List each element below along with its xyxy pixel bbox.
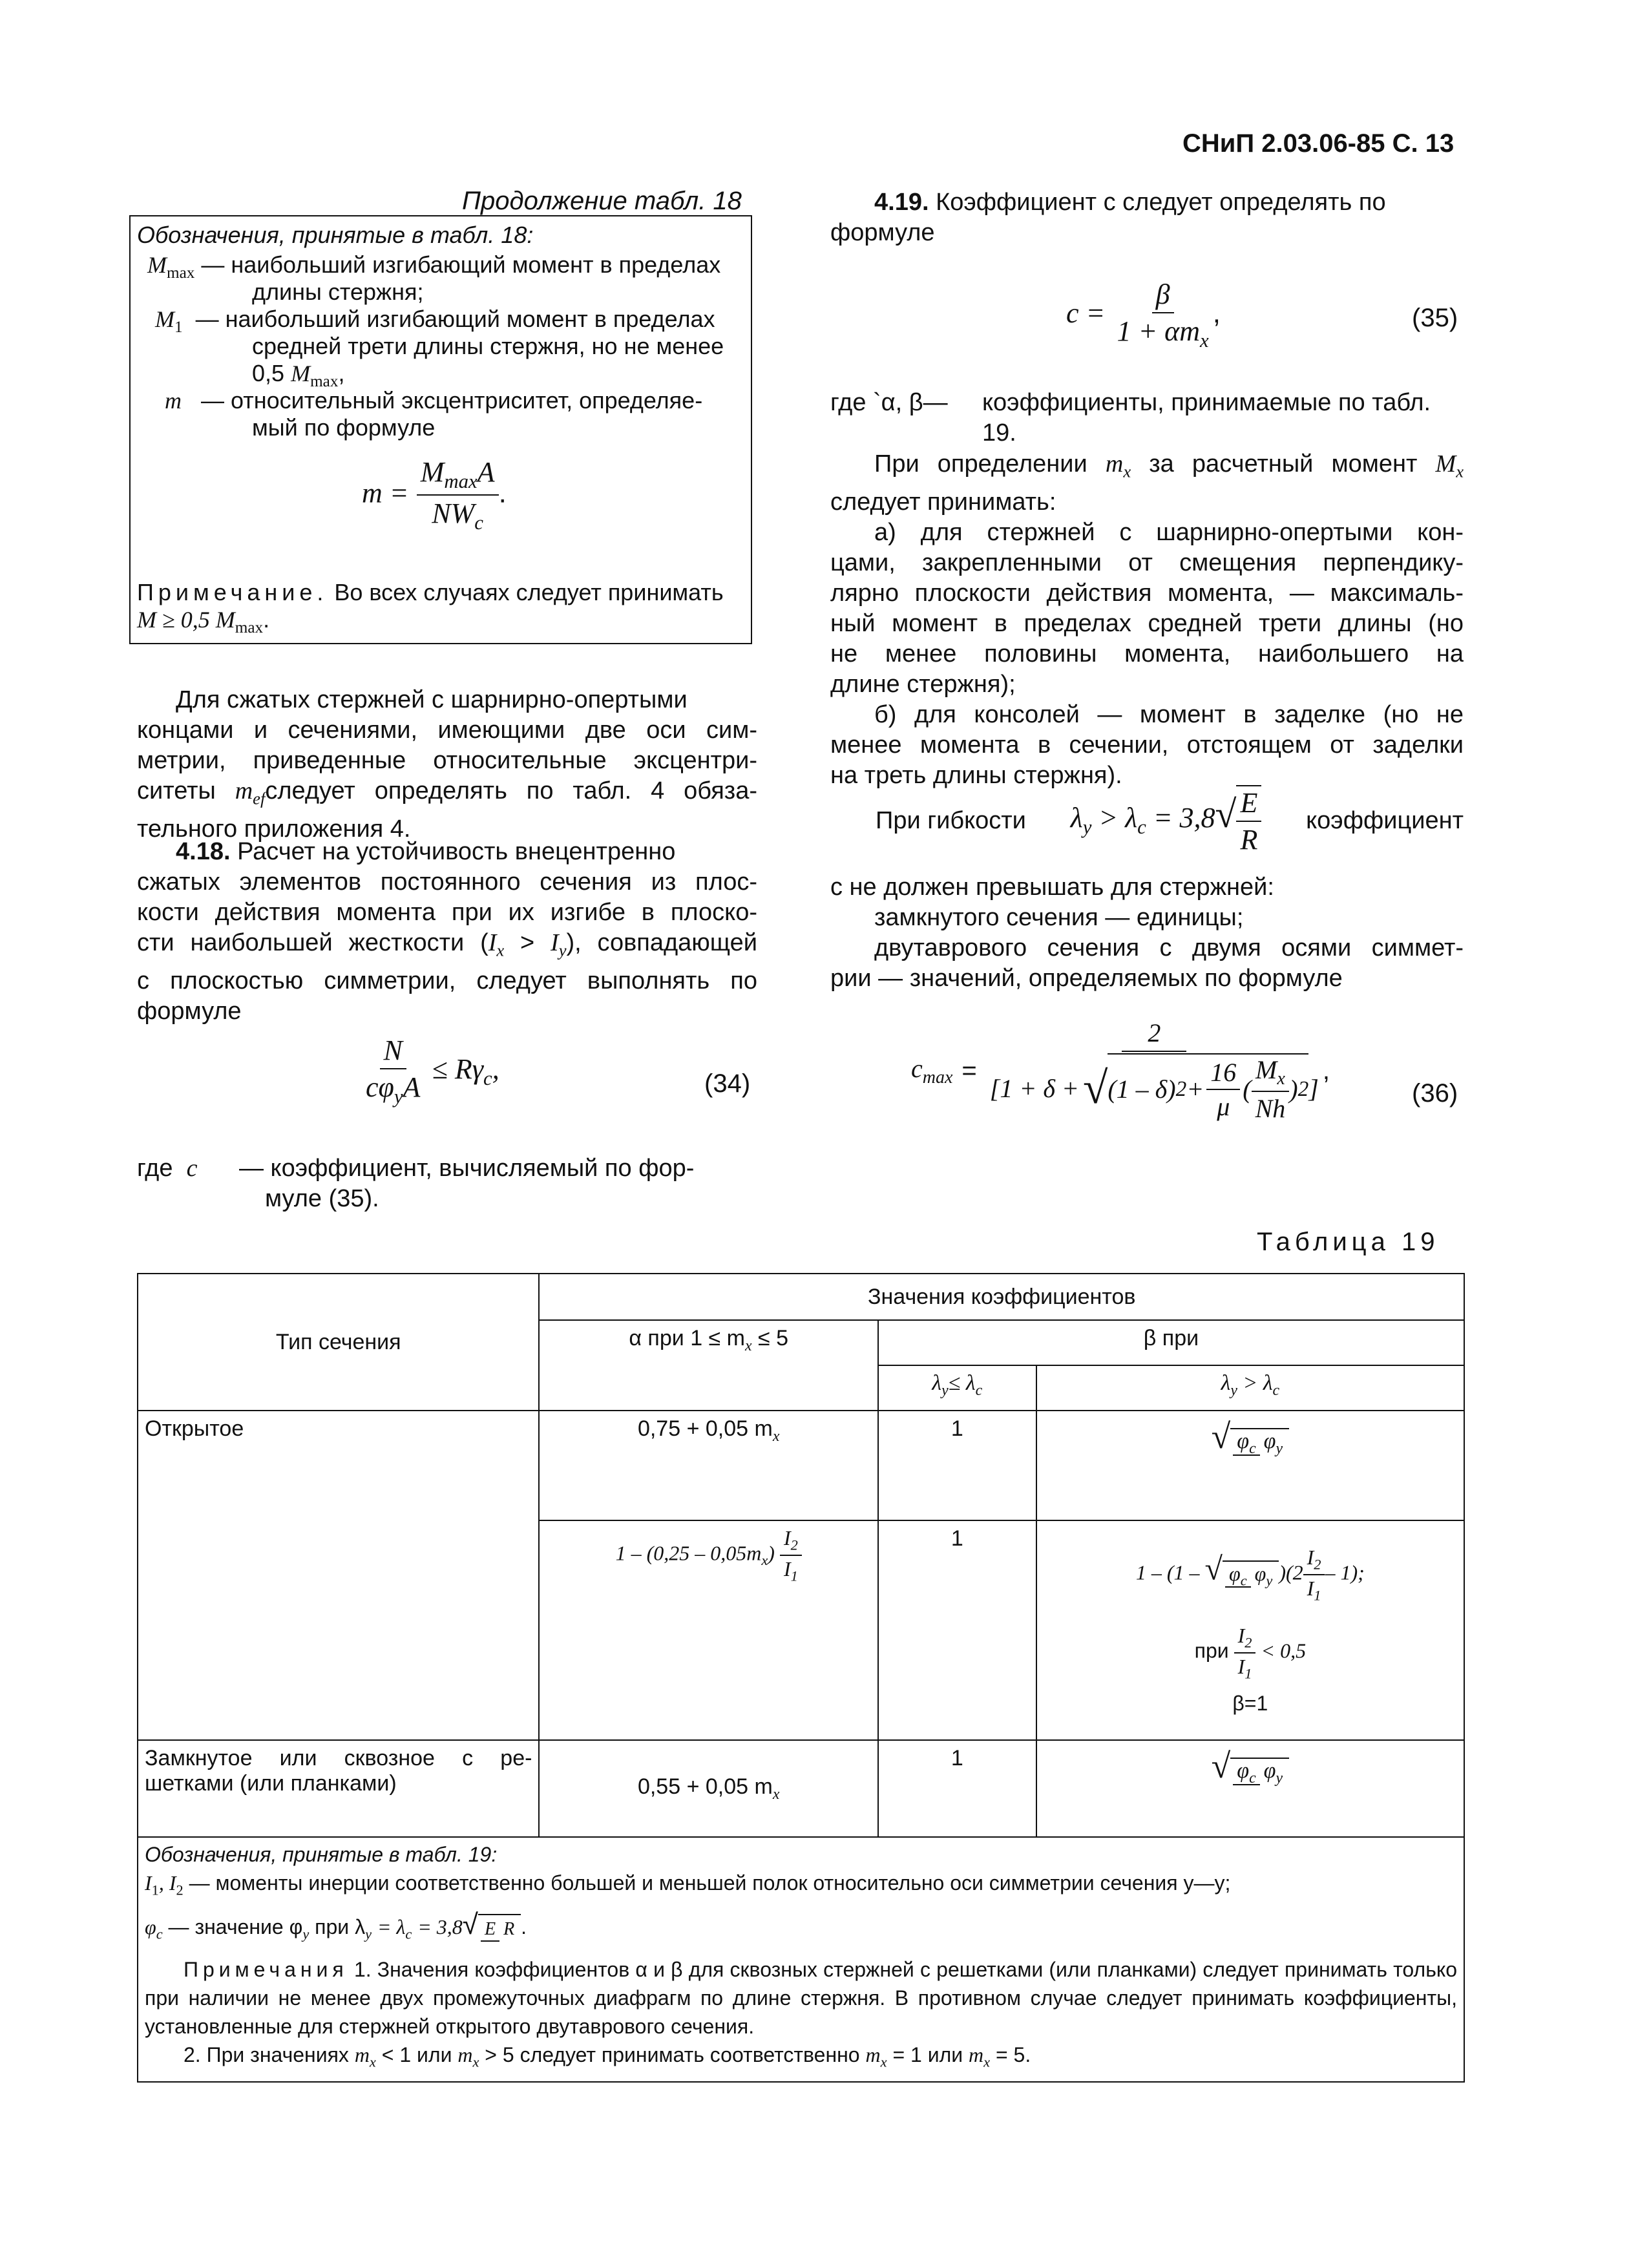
table18-formula: m = $\frac{M_{max}A}{NW_c}$ . — [362, 456, 507, 534]
table19-header-values: Значения коэффициентов — [539, 1274, 1464, 1320]
table19-header-beta: β при — [878, 1320, 1464, 1365]
table18-note: Примечание. Во всех случаях следует принимать — [137, 579, 724, 605]
flexibility-line: При гибкости $\lambda_y > \lambda_c = 3,8√$ $\frac{E}{R}$ коэффициент — [876, 785, 1464, 856]
right-paragraph-419: 4.19. Коэффициент c следует определять по формуле — [830, 189, 1386, 246]
left-where-desc: — коэффициент, вычисляемый по фор- муле (35). — [239, 1155, 695, 1212]
formula-34-label: (34) — [704, 1069, 751, 1098]
formula-36-label: (36) — [1412, 1079, 1458, 1108]
left-paragraph-418: 4.18. Расчет на устойчивость внецентренно сжатых элементов постоянного сечения из плос- кости действия момента при их изгибе в плоско- сти наибольшей жесткости $(I_x > I_y)$, совпадающей с плоскостью симметрии, следует выполнять по формуле — [137, 838, 757, 1025]
table19-row2-beta2: 1 – (1 – √ $\varphi_c$ $\varphi_y$ )(2 $\frac{I_2}{I_1}$ – 1); при $\frac{I_2}{I_1}$ < 0,5 β=1 — [1036, 1520, 1464, 1740]
table19-header-beta-1: $\lambda_y\le \lambda_c$ — [878, 1365, 1036, 1411]
table19-row2-type — [138, 1520, 539, 1740]
table19-header-type: Тип сечения — [138, 1274, 539, 1411]
right-definition: При определении $m_x$ за расчетный момент $M_x$ следует принимать: а) для стержней с шарнирно-опертыми кон- цами, закрепленными от смещения перпендику- лярно плоскости действия момента, — максималь- ный момент в пределах средней трети длины (но не менее половины момента, наибольшего на длине стержня); б) для консолей — момент в заделке (но не менее момента в сечении, отстоящем от заделки на треть длины стержня). — [830, 450, 1464, 789]
right-where-desc: коэффициенты, принимаемые по табл. 19. — [982, 389, 1431, 446]
right-where: где `α, β— — [830, 389, 948, 416]
table18-note-2: M ≥ 0,5 $M_{max}$. — [137, 606, 270, 637]
table18-m1-row: $M_1$ — наибольший изгибающий момент в пределах — [155, 306, 715, 337]
table18-m1-row-3: 0,5 $M_{max}$, — [252, 360, 345, 391]
formula-35-label: (35) — [1412, 304, 1458, 332]
table19-row1-beta2: √ $\varphi_c$ $\varphi_y$ — [1036, 1411, 1464, 1520]
table18-m-row-2: мый по формуле — [252, 414, 436, 441]
right-c-limits: c не должен превышать для стержней: замкнутого сечения — единицы; двутаврового сечения с двумя осями симмет- рии — значений, определяемых по формуле — [830, 874, 1464, 992]
table19-header-alpha: α при $1 \le m_x \le 5$ — [539, 1320, 877, 1411]
table19 — [137, 1273, 1465, 2083]
table19-header-beta-2: $\lambda_y > \lambda_c$ — [1036, 1365, 1464, 1411]
table18-continuation: Продолжение табл. 18 — [462, 187, 742, 215]
left-paragraph-1: Для сжатых стержней с шарнирно-опертыми концами и сечениями, имеющими две оси сим- метрии, приведенные относительные эксцентри- ситеты $m_{ef}следует$ определять по табл. 4 обяза- тельного приложения 4. — [137, 686, 757, 843]
table19-row3-beta2: √ $\varphi_c$ $\varphi_y$ — [1036, 1740, 1464, 1837]
table18-mmax-row: $M_{max}$ — наибольший изгибающий момент в пределах — [147, 251, 721, 282]
formula-34: $\frac{N}{c\varphi_yA}$ ≤ $R\gamma_c$, — [366, 1034, 499, 1108]
table19-row3-type: Замкнутое или сквозное с ре-шетками (или планками) — [138, 1740, 539, 1837]
table19-row1-alpha: 0,75 + 0,05 $m_x$ — [539, 1411, 877, 1520]
table19-row2-alpha: $1 - (0,25 - 0,05m_x)$ $\frac{I_2}{I_1}$ — [539, 1520, 877, 1740]
table18-mmax-row-2: длины стержня; — [252, 278, 424, 305]
formula-35: c = $\frac{\beta}{1 + \alpha m_x}$ , — [1066, 278, 1221, 352]
formula-36: $c_{max}$ = 2 [1 + δ + √ (1 – δ) 2 + $\frac{16}{\mu}$ ( $\frac{M_x}{Nh}$ ) 2 ] , — [911, 1018, 1330, 1123]
page-header: СНиП 2.03.06-85 С. 13 — [1182, 129, 1455, 158]
table19-row3-alpha: 0,55 + 0,05 $m_x$ — [539, 1740, 877, 1837]
table19-row1-type: Открытое — [138, 1411, 539, 1520]
table18-m1-row-2: средней трети длины стержня, но не менее — [252, 333, 724, 359]
table19-row1-beta1: 1 — [878, 1411, 1036, 1520]
table18-legend-title: Обозначения, принятые в табл. 18: — [137, 222, 534, 248]
table19-caption: Таблица 19 — [1257, 1228, 1440, 1256]
left-where: где c — [137, 1155, 198, 1182]
table19-row2-beta1: 1 — [878, 1520, 1036, 1740]
table18-m-row: m — относительный эксцентриситет, определяе- — [165, 387, 703, 414]
table19-legend: Обозначения, принятые в табл. 19: $I_1$, $I_2$ — моменты инерции соответственно большей и меньшей полок относительно оси симметрии сечения y—y; $\varphi_c$ — значение $\varphi_y$ при $\lambda_y = \lambda_c = 3,8√$ E R . Примечания 1. Значения коэффициентов α и β для сквозных стержней с решетками (или планками) следует принимать только при наличии не менее двух промежуточных диафрагм по длине стержня. В противном случае следует принимать коэффициенты, установленные для стержней открытого двутаврового сечения. 2. При значениях $m_x < 1$ или $m_x > 5$ следует принимать соответственно $m_x = 1$ или $m_x = 5$. — [138, 1837, 1464, 2082]
table19-row3-beta1: 1 — [878, 1740, 1036, 1837]
